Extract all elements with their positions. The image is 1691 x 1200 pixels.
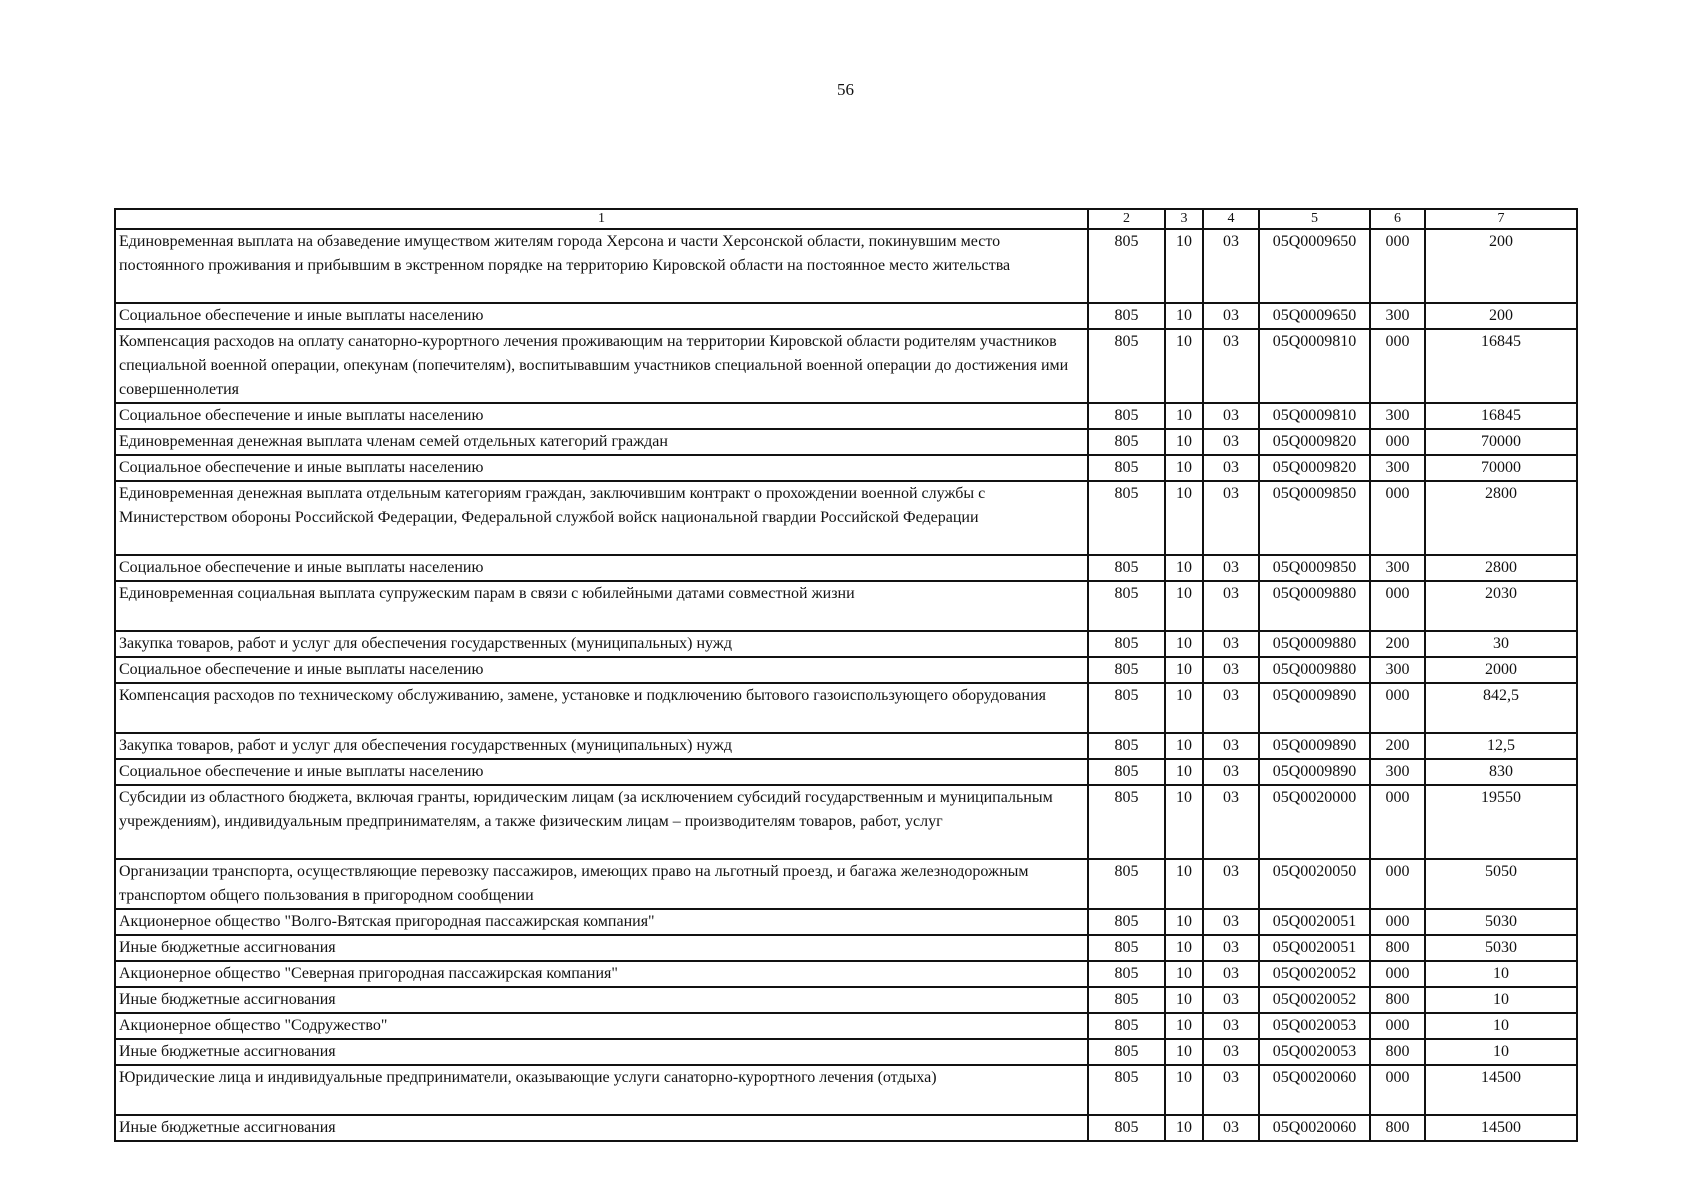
header-col-2: 2: [1088, 209, 1165, 229]
table-row: [115, 759, 1577, 785]
row-col-4-cell: 03: [1203, 935, 1259, 961]
row-col-4-cell: 03: [1203, 909, 1259, 935]
row-col-3-cell: 10: [1165, 481, 1203, 555]
row-code-cell: 05Q0020053: [1259, 1039, 1370, 1065]
row-amount-cell: 2000: [1425, 657, 1577, 683]
row-col-6-cell: 000: [1370, 1013, 1425, 1039]
row-name-cell: Социальное обеспечение и иные выплаты населению: [115, 403, 1088, 429]
row-col-3-cell: 10: [1165, 785, 1203, 859]
row-col-2-cell: 805: [1088, 429, 1165, 455]
row-col-3-cell: 10: [1165, 403, 1203, 429]
row-col-3-cell: 10: [1165, 1039, 1203, 1065]
row-code-cell: 05Q0020051: [1259, 935, 1370, 961]
row-col-2-cell: 805: [1088, 631, 1165, 657]
row-col-3-cell: 10: [1165, 1115, 1203, 1141]
row-code-cell: 05Q0020050: [1259, 859, 1370, 909]
table-row: [115, 455, 1577, 481]
row-col-4-cell: 03: [1203, 1115, 1259, 1141]
row-col-4-cell: 03: [1203, 455, 1259, 481]
row-amount-cell: 2800: [1425, 555, 1577, 581]
row-col-6-cell: 200: [1370, 631, 1425, 657]
row-name-cell: Иные бюджетные ассигнования: [115, 935, 1088, 961]
row-code-cell: 05Q0009820: [1259, 455, 1370, 481]
row-code-cell: 05Q0009880: [1259, 657, 1370, 683]
row-col-2-cell: 805: [1088, 961, 1165, 987]
header-col-5: 5: [1259, 209, 1370, 229]
row-amount-cell: 5030: [1425, 909, 1577, 935]
row-col-3-cell: 10: [1165, 455, 1203, 481]
row-col-6-cell: 000: [1370, 961, 1425, 987]
row-col-2-cell: 805: [1088, 1115, 1165, 1141]
row-col-6-cell: 800: [1370, 987, 1425, 1013]
row-code-cell: 05Q0009650: [1259, 229, 1370, 303]
table-row: [115, 733, 1577, 759]
header-col-4: 4: [1203, 209, 1259, 229]
row-amount-cell: 10: [1425, 961, 1577, 987]
row-code-cell: 05Q0020000: [1259, 785, 1370, 859]
row-col-4-cell: 03: [1203, 733, 1259, 759]
row-amount-cell: 14500: [1425, 1065, 1577, 1115]
row-col-3-cell: 10: [1165, 631, 1203, 657]
table-row: [115, 229, 1577, 303]
row-name-cell: Иные бюджетные ассигнования: [115, 1115, 1088, 1141]
row-col-2-cell: 805: [1088, 229, 1165, 303]
row-col-2-cell: 805: [1088, 859, 1165, 909]
row-col-4-cell: 03: [1203, 329, 1259, 403]
row-col-6-cell: 000: [1370, 909, 1425, 935]
row-amount-cell: 2030: [1425, 581, 1577, 631]
row-col-2-cell: 805: [1088, 1065, 1165, 1115]
row-amount-cell: 10: [1425, 1039, 1577, 1065]
row-amount-cell: 10: [1425, 1013, 1577, 1039]
row-col-4-cell: 03: [1203, 303, 1259, 329]
row-col-4-cell: 03: [1203, 555, 1259, 581]
header-col-7: 7: [1425, 209, 1577, 229]
row-col-6-cell: 000: [1370, 329, 1425, 403]
row-col-2-cell: 805: [1088, 987, 1165, 1013]
row-col-4-cell: 03: [1203, 229, 1259, 303]
header-col-1: 1: [115, 209, 1088, 229]
row-amount-cell: 5050: [1425, 859, 1577, 909]
row-amount-cell: 70000: [1425, 429, 1577, 455]
row-col-4-cell: 03: [1203, 1013, 1259, 1039]
row-col-2-cell: 805: [1088, 455, 1165, 481]
row-col-6-cell: 000: [1370, 581, 1425, 631]
row-col-3-cell: 10: [1165, 987, 1203, 1013]
row-col-2-cell: 805: [1088, 733, 1165, 759]
row-col-6-cell: 000: [1370, 1065, 1425, 1115]
row-amount-cell: 16845: [1425, 403, 1577, 429]
header-col-6: 6: [1370, 209, 1425, 229]
row-name-cell: Организации транспорта, осуществляющие перевозку пассажиров, имеющих право на льготный проезд, и багажа железнодорожным транспортом общего пользования в пригородном сообщении: [115, 859, 1088, 909]
row-code-cell: 05Q0020052: [1259, 987, 1370, 1013]
table-row: [115, 1013, 1577, 1039]
row-col-2-cell: 805: [1088, 657, 1165, 683]
row-col-4-cell: 03: [1203, 1065, 1259, 1115]
table-row: [115, 403, 1577, 429]
row-amount-cell: 830: [1425, 759, 1577, 785]
row-col-3-cell: 10: [1165, 683, 1203, 733]
table-row: [115, 303, 1577, 329]
table-row: [115, 1115, 1577, 1141]
row-col-4-cell: 03: [1203, 961, 1259, 987]
row-code-cell: 05Q0009650: [1259, 303, 1370, 329]
row-col-6-cell: 000: [1370, 229, 1425, 303]
table-row: [115, 329, 1577, 403]
row-name-cell: Юридические лица и индивидуальные предприниматели, оказывающие услуги санаторно-курортного лечения (отдыха): [115, 1065, 1088, 1115]
row-col-4-cell: 03: [1203, 631, 1259, 657]
row-col-6-cell: 300: [1370, 303, 1425, 329]
row-col-6-cell: 800: [1370, 935, 1425, 961]
table-row: [115, 1039, 1577, 1065]
row-col-3-cell: 10: [1165, 329, 1203, 403]
table-row: [115, 631, 1577, 657]
row-col-6-cell: 000: [1370, 481, 1425, 555]
row-col-6-cell: 300: [1370, 657, 1425, 683]
row-col-2-cell: 805: [1088, 403, 1165, 429]
row-col-4-cell: 03: [1203, 581, 1259, 631]
row-col-3-cell: 10: [1165, 961, 1203, 987]
row-col-6-cell: 000: [1370, 429, 1425, 455]
header-col-3: 3: [1165, 209, 1203, 229]
row-col-4-cell: 03: [1203, 403, 1259, 429]
row-amount-cell: 16845: [1425, 329, 1577, 403]
page-number: 56: [837, 80, 854, 99]
table-row: [115, 555, 1577, 581]
table-header-row: [115, 209, 1577, 229]
row-col-6-cell: 800: [1370, 1115, 1425, 1141]
row-code-cell: 05Q0009890: [1259, 759, 1370, 785]
row-col-3-cell: 10: [1165, 1013, 1203, 1039]
row-col-4-cell: 03: [1203, 429, 1259, 455]
row-name-cell: Иные бюджетные ассигнования: [115, 987, 1088, 1013]
row-col-4-cell: 03: [1203, 859, 1259, 909]
row-name-cell: Компенсация расходов по техническому обслуживанию, замене, установке и подключению бытового газоиспользующего оборудования: [115, 683, 1088, 733]
row-name-cell: Субсидии из областного бюджета, включая гранты, юридическим лицам (за исключением субсидий государственным и муниципальным учреждениям), индивидуальным предпринимателям, а также физическим лицам – производителям товаров, работ, услуг: [115, 785, 1088, 859]
row-col-6-cell: 300: [1370, 759, 1425, 785]
row-amount-cell: 5030: [1425, 935, 1577, 961]
table-row: [115, 481, 1577, 555]
row-col-2-cell: 805: [1088, 303, 1165, 329]
row-col-2-cell: 805: [1088, 683, 1165, 733]
row-code-cell: 05Q0009820: [1259, 429, 1370, 455]
row-amount-cell: 19550: [1425, 785, 1577, 859]
row-code-cell: 05Q0009810: [1259, 329, 1370, 403]
table-row: [115, 785, 1577, 859]
row-col-6-cell: 300: [1370, 555, 1425, 581]
row-col-3-cell: 10: [1165, 759, 1203, 785]
row-col-2-cell: 805: [1088, 581, 1165, 631]
row-amount-cell: 842,5: [1425, 683, 1577, 733]
row-amount-cell: 30: [1425, 631, 1577, 657]
row-col-3-cell: 10: [1165, 935, 1203, 961]
row-amount-cell: 2800: [1425, 481, 1577, 555]
row-col-2-cell: 805: [1088, 909, 1165, 935]
budget-table: [114, 208, 1578, 1142]
table-row: [115, 859, 1577, 909]
row-amount-cell: 70000: [1425, 455, 1577, 481]
row-col-2-cell: 805: [1088, 759, 1165, 785]
row-col-3-cell: 10: [1165, 429, 1203, 455]
row-code-cell: 05Q0020060: [1259, 1065, 1370, 1115]
row-col-6-cell: 300: [1370, 455, 1425, 481]
row-name-cell: Социальное обеспечение и иные выплаты населению: [115, 455, 1088, 481]
row-name-cell: Единовременная социальная выплата супружеским парам в связи с юбилейными датами совместной жизни: [115, 581, 1088, 631]
row-col-3-cell: 10: [1165, 555, 1203, 581]
row-code-cell: 05Q0020051: [1259, 909, 1370, 935]
row-name-cell: Акционерное общество "Волго-Вятская пригородная пассажирская компания": [115, 909, 1088, 935]
row-code-cell: 05Q0009850: [1259, 555, 1370, 581]
table-row: [115, 935, 1577, 961]
row-col-6-cell: 800: [1370, 1039, 1425, 1065]
row-col-4-cell: 03: [1203, 481, 1259, 555]
row-amount-cell: 200: [1425, 303, 1577, 329]
row-col-3-cell: 10: [1165, 229, 1203, 303]
row-col-6-cell: 200: [1370, 733, 1425, 759]
row-name-cell: Единовременная выплата на обзаведение имуществом жителям города Херсона и части Херсонской области, покинувшим место постоянного проживания и прибывшим в экстренном порядке на территорию Кировской области на постоянное место жительства: [115, 229, 1088, 303]
row-code-cell: 05Q0009810: [1259, 403, 1370, 429]
row-col-3-cell: 10: [1165, 303, 1203, 329]
row-col-4-cell: 03: [1203, 987, 1259, 1013]
row-name-cell: Единовременная денежная выплата отдельным категориям граждан, заключившим контракт о прохождении военной службы с Министерством обороны Российской Федерации, Федеральной службой войск национальной гвардии Российской Федерации: [115, 481, 1088, 555]
table-row: [115, 1065, 1577, 1115]
row-code-cell: 05Q0020053: [1259, 1013, 1370, 1039]
row-amount-cell: 12,5: [1425, 733, 1577, 759]
table-row: [115, 581, 1577, 631]
row-col-6-cell: 000: [1370, 683, 1425, 733]
row-name-cell: Социальное обеспечение и иные выплаты населению: [115, 657, 1088, 683]
row-col-2-cell: 805: [1088, 481, 1165, 555]
row-col-3-cell: 10: [1165, 909, 1203, 935]
row-col-3-cell: 10: [1165, 733, 1203, 759]
row-col-3-cell: 10: [1165, 1065, 1203, 1115]
row-code-cell: 05Q0009850: [1259, 481, 1370, 555]
row-name-cell: Компенсация расходов на оплату санаторно-курортного лечения проживающим на территории Кировской области родителям участников специальной военной операции, опекунам (попечителям), воспитывавшим участников специальной военной операции до достижения ими совершеннолетия: [115, 329, 1088, 403]
row-amount-cell: 200: [1425, 229, 1577, 303]
table-row: [115, 657, 1577, 683]
table-row: [115, 429, 1577, 455]
row-col-6-cell: 000: [1370, 859, 1425, 909]
row-code-cell: 05Q0020060: [1259, 1115, 1370, 1141]
row-code-cell: 05Q0009880: [1259, 581, 1370, 631]
table-row: [115, 987, 1577, 1013]
table-body: [115, 229, 1577, 1141]
row-code-cell: 05Q0009890: [1259, 733, 1370, 759]
row-name-cell: Социальное обеспечение и иные выплаты населению: [115, 303, 1088, 329]
row-col-2-cell: 805: [1088, 785, 1165, 859]
row-col-4-cell: 03: [1203, 683, 1259, 733]
row-name-cell: Акционерное общество "Северная пригородная пассажирская компания": [115, 961, 1088, 987]
row-col-3-cell: 10: [1165, 581, 1203, 631]
row-col-3-cell: 10: [1165, 859, 1203, 909]
table-row: [115, 961, 1577, 987]
row-name-cell: Закупка товаров, работ и услуг для обеспечения государственных (муниципальных) нужд: [115, 631, 1088, 657]
row-col-2-cell: 805: [1088, 329, 1165, 403]
row-col-6-cell: 300: [1370, 403, 1425, 429]
row-name-cell: Иные бюджетные ассигнования: [115, 1039, 1088, 1065]
row-code-cell: 05Q0009880: [1259, 631, 1370, 657]
row-code-cell: 05Q0020052: [1259, 961, 1370, 987]
row-name-cell: Единовременная денежная выплата членам семей отдельных категорий граждан: [115, 429, 1088, 455]
row-col-2-cell: 805: [1088, 555, 1165, 581]
row-col-4-cell: 03: [1203, 657, 1259, 683]
row-col-4-cell: 03: [1203, 1039, 1259, 1065]
row-code-cell: 05Q0009890: [1259, 683, 1370, 733]
row-name-cell: Закупка товаров, работ и услуг для обеспечения государственных (муниципальных) нужд: [115, 733, 1088, 759]
row-col-2-cell: 805: [1088, 1039, 1165, 1065]
row-col-4-cell: 03: [1203, 785, 1259, 859]
row-col-2-cell: 805: [1088, 935, 1165, 961]
row-col-3-cell: 10: [1165, 657, 1203, 683]
row-col-4-cell: 03: [1203, 759, 1259, 785]
row-name-cell: Социальное обеспечение и иные выплаты населению: [115, 759, 1088, 785]
row-name-cell: Акционерное общество "Содружество": [115, 1013, 1088, 1039]
row-col-6-cell: 000: [1370, 785, 1425, 859]
row-amount-cell: 10: [1425, 987, 1577, 1013]
table-row: [115, 909, 1577, 935]
row-name-cell: Социальное обеспечение и иные выплаты населению: [115, 555, 1088, 581]
row-col-2-cell: 805: [1088, 1013, 1165, 1039]
table-row: [115, 683, 1577, 733]
row-amount-cell: 14500: [1425, 1115, 1577, 1141]
